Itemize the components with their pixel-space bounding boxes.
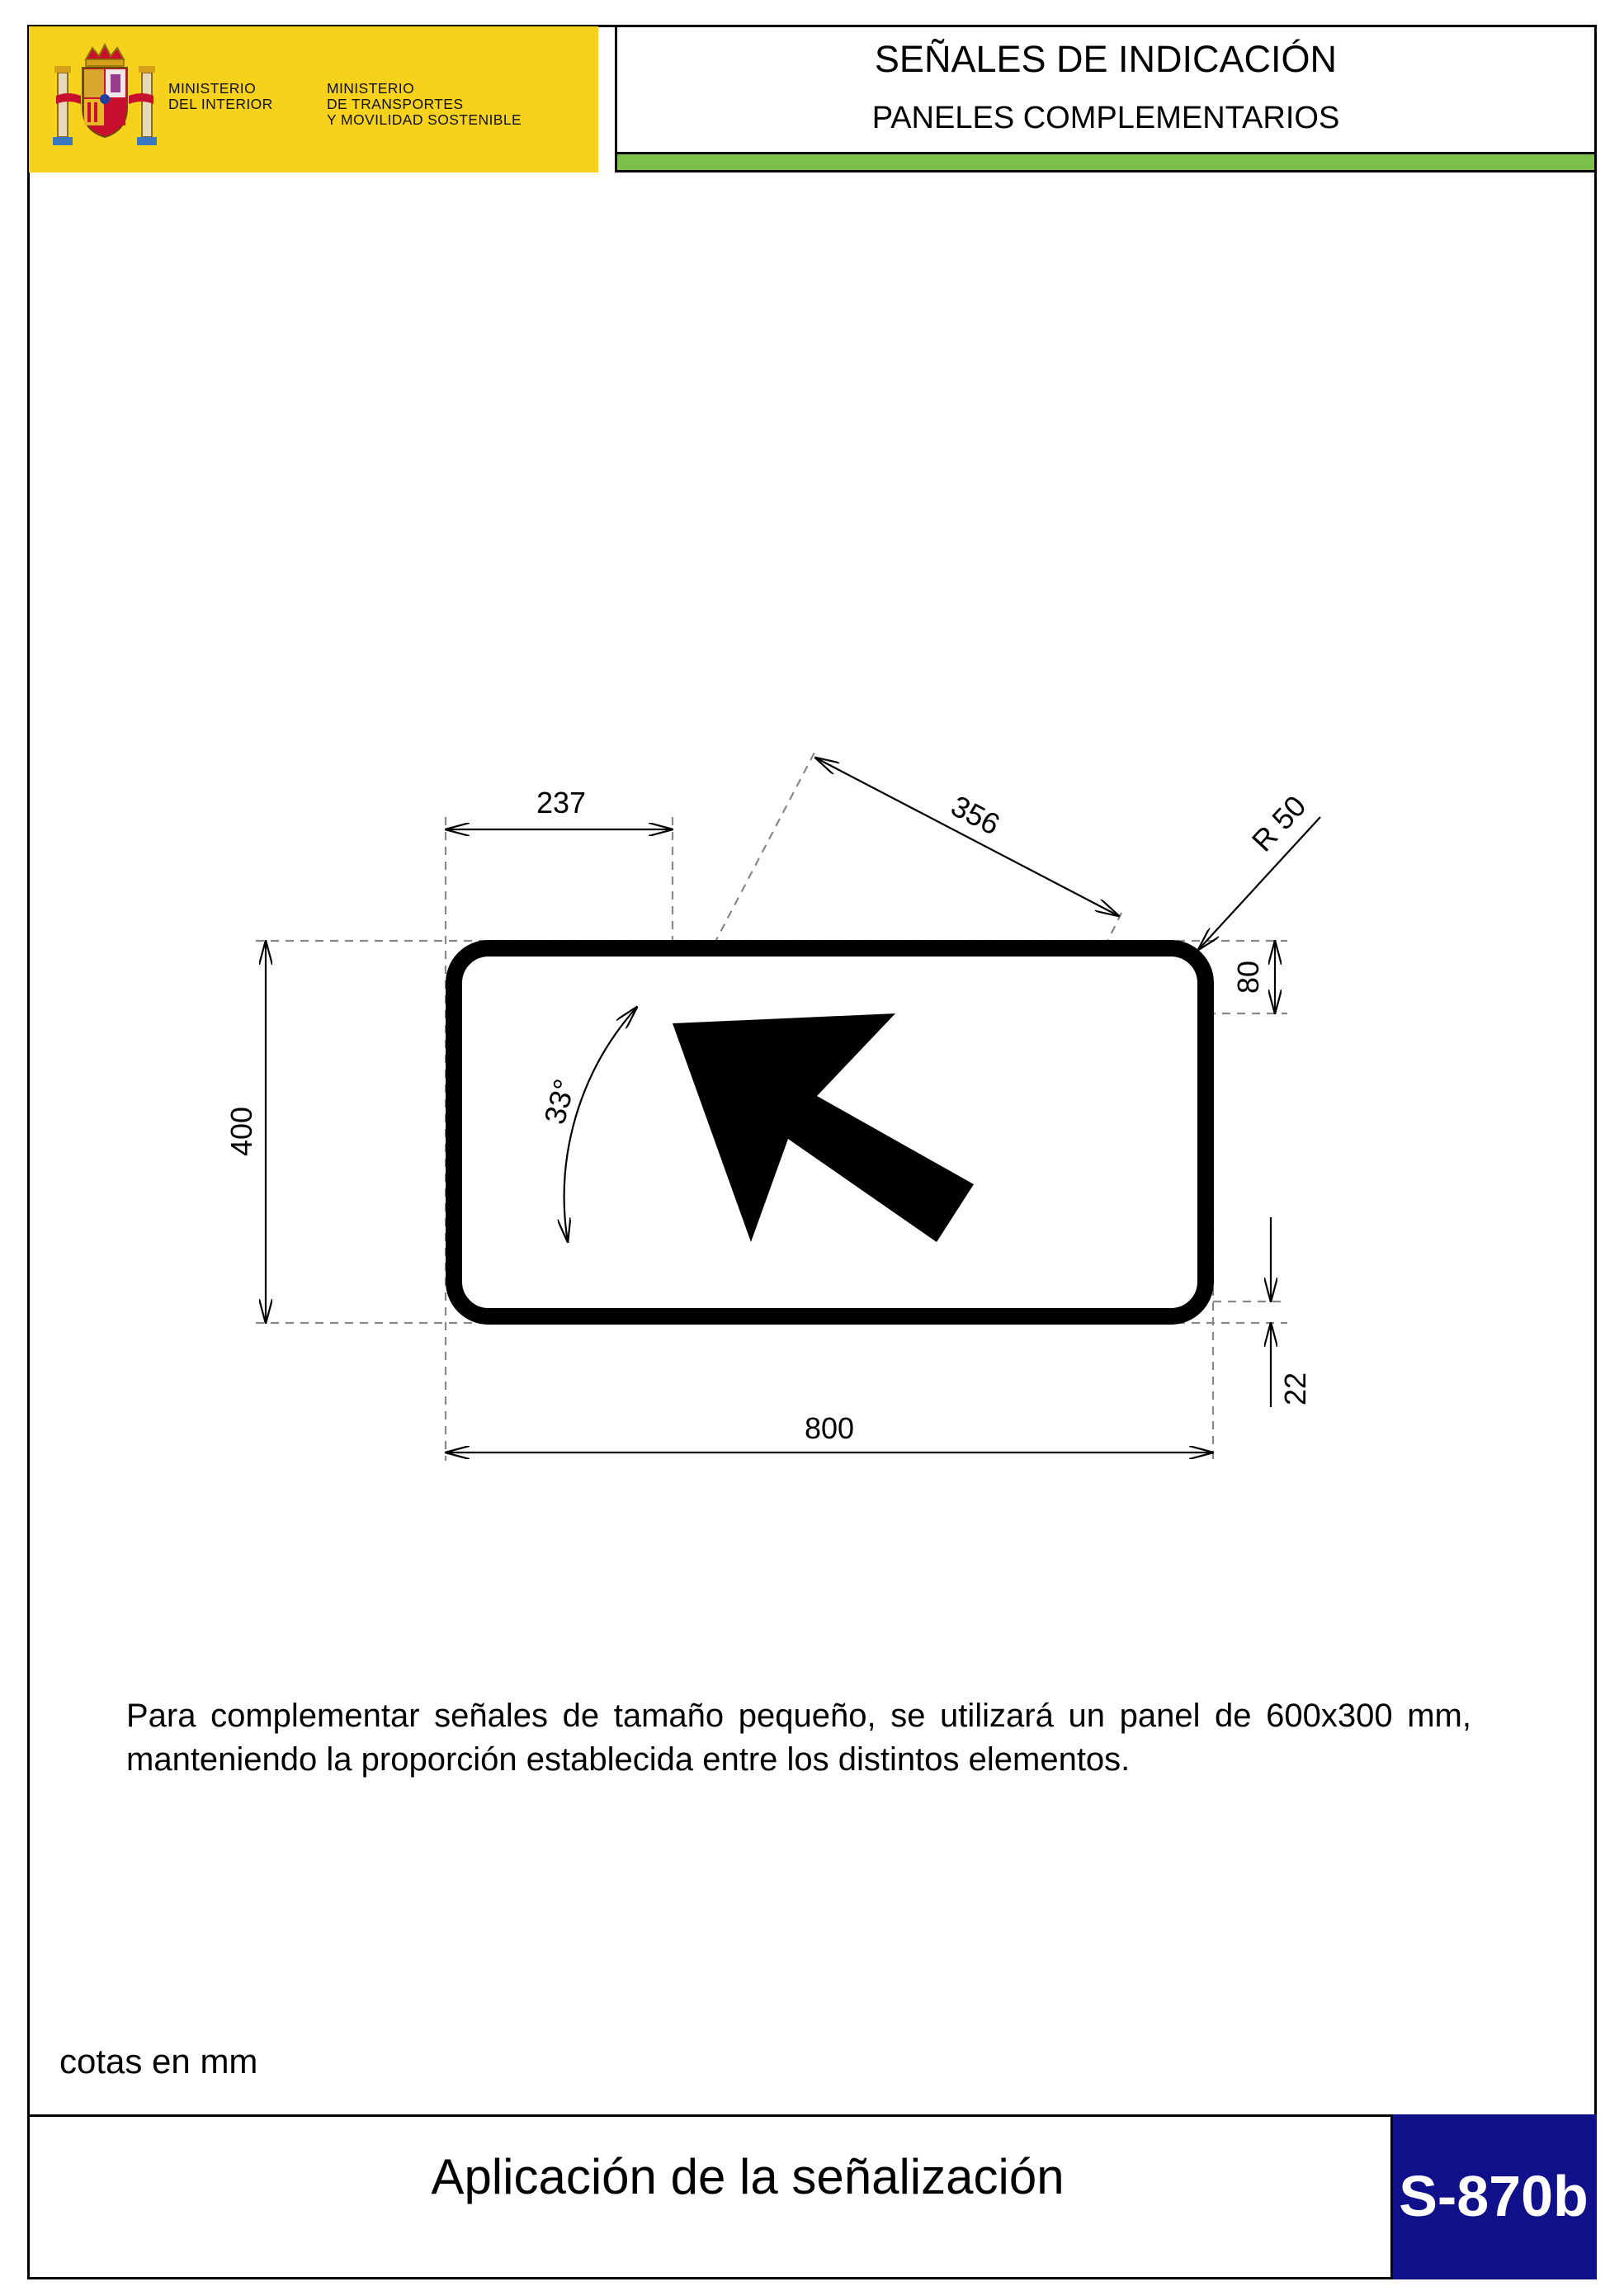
dim-label-angle: 33° xyxy=(537,1075,582,1128)
footer-title: Aplicación de la señalización xyxy=(431,2149,1065,2204)
page-title: SEÑALES DE INDICACIÓN xyxy=(874,38,1338,80)
description-text: Para complementar señales de tamaño pequeño, se utilizará un panel de 600x300 mm, manteniendo la proporción establecida entre los distintos elementos. xyxy=(126,1698,1471,1778)
dim-label-356: 356 xyxy=(946,788,1006,842)
footer-divider xyxy=(27,2114,1597,2117)
dim-label-22: 22 xyxy=(1278,1372,1312,1406)
ministry-transport-text: MINISTERIO DE TRANSPORTES Y MOVILIDAD SOSTENIBLE xyxy=(327,80,522,128)
sign-code: S-870b xyxy=(1399,2164,1589,2228)
dim-line-356 xyxy=(815,758,1119,916)
dim-label-radius: R 50 xyxy=(1244,788,1313,858)
page-subtitle: PANELES COMPLEMENTARIOS xyxy=(871,101,1340,135)
units-note: cotas en mm xyxy=(59,2042,258,2081)
dim-label-237: 237 xyxy=(536,786,587,820)
ministry-interior-text: MINISTERIO DEL INTERIOR xyxy=(168,80,273,112)
dim-label-80: 80 xyxy=(1231,960,1265,994)
dim-label-800: 800 xyxy=(804,1411,855,1445)
dim-label-400: 400 xyxy=(224,1106,258,1157)
